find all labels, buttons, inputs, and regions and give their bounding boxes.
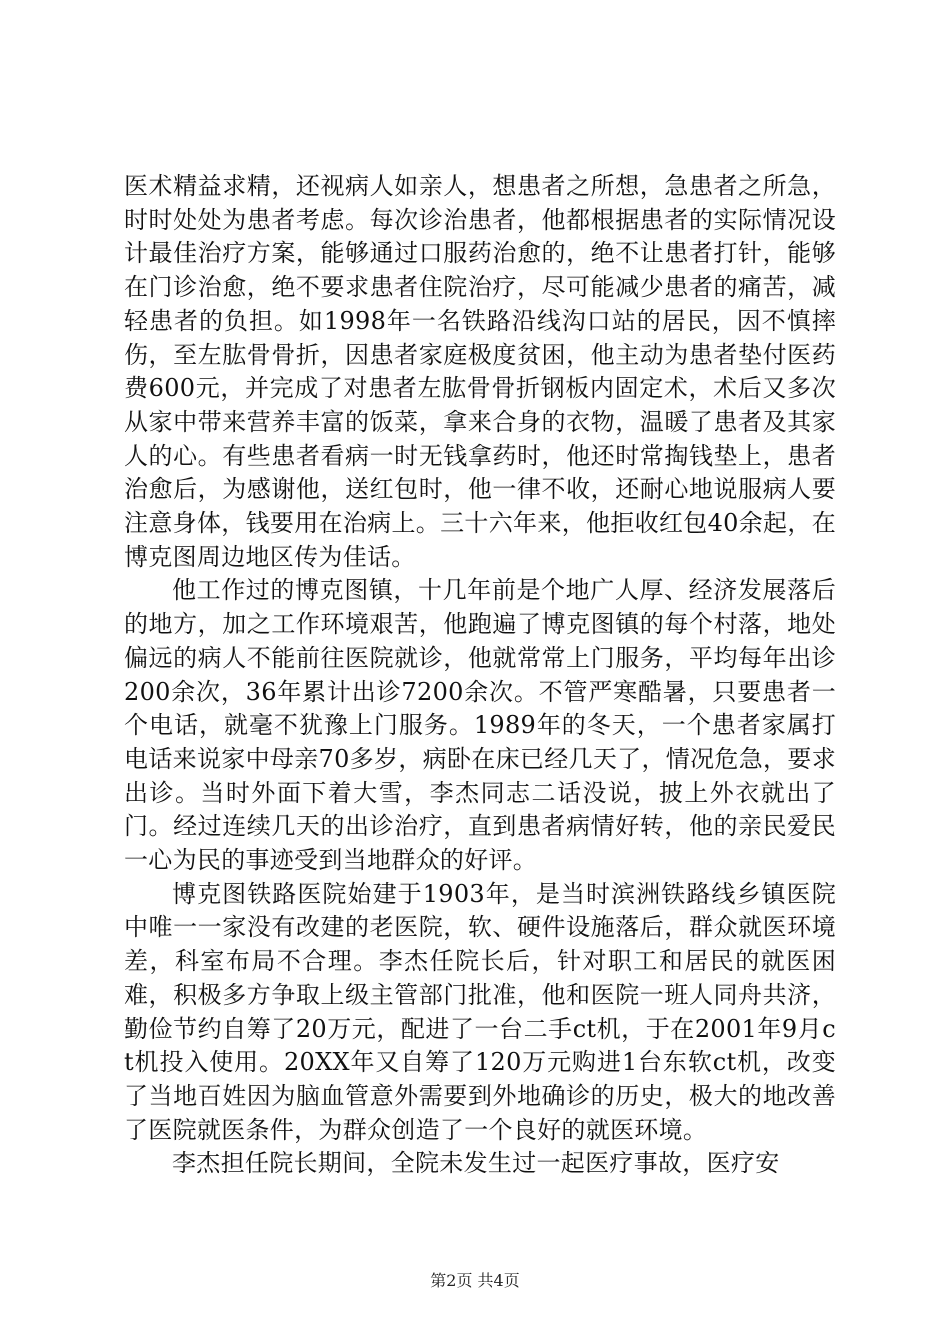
- page-footer: 第2页 共4页: [430, 1271, 520, 1290]
- paragraph: 李杰担任院长期间，全院未发生过一起医疗事故，医疗安: [172, 1149, 780, 1178]
- paragraph: 博克图铁路医院始建于1903年，是当时滨洲铁路线乡镇医院中唯一一家没有改建的老医院，软、硬件设施落后，群众就医环境差，科室布局不合理。李杰任院长后，针对职工和居民的就医困难，积极多方争取上级主管部门批准，他和医院一班人同舟共济，勤俭节约自筹了20万元，配进了一台二手ct机，于在2001年9月ct机投入使用。20XX年又自筹了120万元购进1台东软ct机，改变了当地百姓因为脑血管意外需要到外地确诊的历史，极大的地改善了医院就医条件，为群众创造了一个良好的就医环境。: [124, 879, 836, 1144]
- paragraph: 他工作过的博克图镇，十几年前是个地广人厚、经济发展落后的地方，加之工作环境艰苦，他跑遍了博克图镇的每个村落，地处偏远的病人不能前往医院就诊，他就常常上门服务，平均每年出诊200余次，36年累计出诊7200余次。不管严寒酷暑，只要患者一个电话，就毫不犹豫上门服务。1989年的冬天，一个患者家属打电话来说家中母亲70多岁，病卧在床已经几天了，情况危急，要求出诊。当时外面下着大雪，李杰同志二话没说，披上外衣就出了门。经过连续几天的出诊治疗，直到患者病情好转，他的亲民爱民一心为民的事迹受到当地群众的好评。: [124, 576, 836, 875]
- paragraph-continued: 医术精益求精，还视病人如亲人，想患者之所想，急患者之所急，时时处处为患者考虑。每次诊治患者，他都根据患者的实际情况设计最佳治疗方案，能够通过口服药治愈的，绝不让患者打针，能够在门诊治愈，绝不要求患者住院治疗，尽可能减少患者的痛苦，减轻患者的负担。如1998年一名铁路沿线沟口站的居民，因不慎摔伤，至左肱骨骨折，因患者家庭极度贫困，他主动为患者垫付医药费600元，并完成了对患者左肱骨骨折钢板内固定术，术后又多次从家中带来营养丰富的饭菜，拿来合身的衣物，温暖了患者及其家人的心。有些患者看病一时无钱拿药时，他还时常掏钱垫上，患者治愈后，为感谢他，送红包时，他一律不收，还耐心地说服病人要注意身体，钱要用在治病上。三十六年来，他拒收红包40余起，在博克图周边地区传为佳话。: [124, 172, 836, 571]
- document-body: [124, 170, 836, 1181]
